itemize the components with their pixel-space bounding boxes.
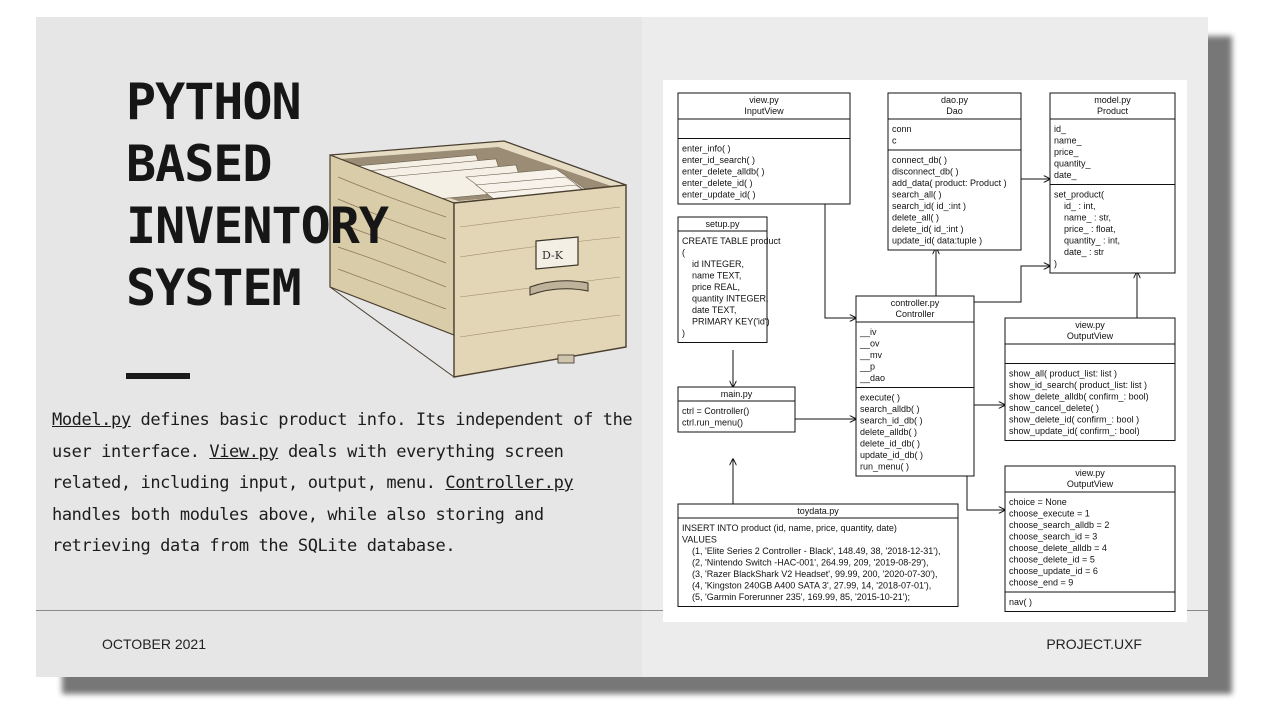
title-line: BASED — [126, 135, 272, 193]
uml-box-line: name_ : str, — [1054, 212, 1112, 223]
uml-box-line: enter_info( ) — [682, 143, 731, 154]
uml-box-line: enter_delete_id( ) — [682, 178, 753, 188]
description-paragraph — [52, 405, 642, 563]
uml-box-line: name_ — [1054, 135, 1082, 146]
uml-box-line: PRIMARY KEY('id') — [682, 316, 770, 327]
uml-box-toydata — [678, 504, 958, 607]
uml-box-line: choose_execute = 1 — [1009, 508, 1090, 519]
uml-box-line: (1, 'Elite Series 2 Controller - Black', 148.49, 38, '2018-12-31'), — [682, 546, 941, 556]
uml-box-line: (4, 'Kingston 240GB A400 SATA 3', 27.99, 14, '2018-07-01'), — [682, 580, 932, 591]
uml-box-line: quantity_ : int, — [1054, 235, 1121, 246]
uml-box-controller — [856, 296, 974, 476]
uml-box-line: price REAL, — [682, 282, 741, 292]
view-text: deals with everything screen related, including input, output, menu. — [52, 441, 564, 493]
uml-box-file: view.py — [1075, 468, 1105, 478]
uml-box-view-output — [1005, 318, 1175, 441]
uml-box-line: c — [892, 135, 897, 146]
uml-box-line: show_cancel_delete( ) — [1009, 403, 1100, 413]
arrow-controller-menuview — [967, 473, 1005, 510]
uml-box-line: search_all( ) — [892, 189, 942, 200]
uml-box-line: choice = None — [1009, 497, 1067, 507]
title-line: PYTHON — [126, 73, 301, 131]
uml-box-line: conn — [892, 124, 912, 134]
arrow-controller-model — [974, 266, 1050, 302]
uml-box-line: add_data( product: Product ) — [892, 178, 1007, 188]
uml-box-line: show_delete_id( confirm_: bool ) — [1009, 414, 1140, 425]
uml-box-line: ) — [1054, 258, 1057, 269]
uml-box-line: run_menu( ) — [860, 461, 910, 472]
drawer-label: D-K — [542, 249, 563, 262]
uml-box-line: delete_alldb( ) — [860, 427, 918, 437]
view-keyword: View.py — [209, 441, 279, 462]
uml-box-name: Product — [1096, 106, 1129, 116]
uml-box-main — [678, 387, 795, 432]
uml-box-line: name TEXT, — [682, 270, 742, 281]
uml-box-file: view.py — [1075, 320, 1105, 330]
uml-class-diagram — [663, 80, 1187, 622]
uml-box-line: enter_update_id( ) — [682, 189, 756, 200]
uml-box-line: price_ — [1054, 147, 1079, 157]
model-text: defines basic product info. Its independent of the user interface. — [52, 410, 633, 462]
uml-box-name: OutputView — [1066, 331, 1114, 341]
uml-box-line: date_ : str — [1054, 247, 1105, 257]
uml-box-line: (2, 'Nintendo Switch -HAC-001', 264.99, 209, '2019-08-29'), — [682, 557, 929, 568]
uml-box-line: update_id_db( ) — [860, 450, 924, 460]
uml-box-line: __ov — [860, 338, 880, 349]
slide — [36, 17, 1208, 677]
uml-box-line: ) — [682, 328, 685, 338]
uml-box-line: (5, 'Garmin Forerunner 235', 169.99, 85, '2015-10-21'); — [682, 592, 910, 602]
uml-box-line: __iv — [860, 327, 877, 337]
uml-box-file: model.py — [1094, 95, 1131, 105]
uml-box-line: disconnect_db( ) — [892, 166, 959, 177]
footer-date: OCTOBER 2021 — [102, 636, 207, 652]
uml-box-line: quantity_ — [1054, 158, 1091, 169]
uml-box-view-menu — [1005, 466, 1175, 612]
uml-box-line: CREATE TABLE product — [682, 236, 781, 246]
uml-box-line: ctrl = Controller() — [682, 406, 750, 416]
title-line: INVENTORY — [126, 197, 388, 255]
uml-box-line: enter_delete_alldb( ) — [682, 166, 765, 177]
uml-box-name: InputView — [744, 106, 784, 116]
uml-box-line: choose_search_alldb = 2 — [1009, 520, 1110, 530]
uml-box-line: ctrl.run_menu() — [682, 417, 744, 428]
uml-box-line: choose_delete_alldb = 4 — [1009, 543, 1107, 553]
uml-box-model — [1050, 93, 1175, 273]
uml-box-line: execute( ) — [860, 392, 901, 403]
uml-box-file: setup.py — [705, 219, 740, 229]
uml-box-setup — [678, 217, 781, 343]
controller-text: handles both modules above, while also storing and retrieving data from the SQLite database. — [52, 504, 544, 556]
uml-box-line: search_alldb( ) — [860, 404, 920, 414]
uml-box-name: OutputView — [1066, 479, 1114, 489]
arrow-inputview-controller — [825, 203, 856, 318]
uml-box-line: quantity INTEGER, — [682, 293, 769, 304]
uml-box-line: choose_update_id = 6 — [1009, 566, 1098, 576]
uml-box-line: INSERT INTO product (id, name, price, quantity, date) — [682, 523, 897, 533]
uml-box-line: __mv — [860, 350, 883, 360]
uml-box-line: delete_id_db( ) — [860, 438, 921, 449]
uml-box-line: __dao — [860, 373, 886, 383]
uml-box-line: date TEXT, — [682, 305, 737, 315]
uml-box-line: enter_id_search( ) — [682, 155, 756, 165]
uml-box-name: Controller — [895, 309, 935, 319]
uml-box-file: main.py — [720, 389, 753, 399]
uml-box-name: Dao — [946, 106, 963, 116]
uml-box-line: VALUES — [682, 534, 717, 545]
uml-box-line: id INTEGER, — [682, 259, 745, 269]
uml-box-line: show_id_search( product_list: list ) — [1009, 380, 1148, 390]
uml-box-line: ( — [682, 247, 685, 258]
uml-box-view-input — [678, 93, 850, 204]
uml-box-line: (3, 'Razer BlackShark V2 Headset', 99.99, 200, '2020-07-30'), — [682, 569, 938, 579]
uml-box-line: delete_all( ) — [892, 212, 940, 223]
uml-diagram-card — [663, 80, 1187, 622]
uml-box-line: delete_id( id_:int ) — [892, 224, 964, 234]
uml-box-line: id_ — [1054, 124, 1067, 134]
footer-project: PROJECT.UXF — [1046, 636, 1142, 652]
title-underline-bar — [126, 373, 190, 379]
uml-box-line: connect_db( ) — [892, 155, 948, 165]
uml-box-line: set_product( — [1054, 189, 1105, 200]
uml-box-line: date_ — [1054, 170, 1077, 180]
uml-box-file: toydata.py — [797, 506, 839, 516]
uml-box-dao — [888, 93, 1021, 250]
uml-box-line: __p — [860, 361, 876, 372]
uml-box-line: search_id_db( ) — [860, 415, 923, 426]
uml-box-line: search_id( id_:int ) — [892, 201, 967, 211]
uml-box-line: price_ : float, — [1054, 224, 1116, 234]
uml-box-file: dao.py — [940, 95, 969, 105]
uml-box-line: choose_end = 9 — [1009, 577, 1074, 588]
uml-box-line: update_id( data:tuple ) — [892, 235, 983, 246]
model-keyword: Model.py — [52, 410, 131, 430]
controller-keyword: Controller.py — [445, 473, 574, 493]
uml-box-line: nav( ) — [1009, 597, 1033, 607]
uml-box-file: view.py — [749, 95, 779, 105]
uml-box-line: choose_search_id = 3 — [1009, 531, 1098, 542]
title-line: SYSTEM — [126, 259, 301, 317]
uml-box-file: controller.py — [890, 298, 940, 308]
slide-title — [126, 71, 388, 319]
uml-box-line: choose_delete_id = 5 — [1009, 554, 1095, 565]
uml-box-line: show_update_id( confirm_: bool) — [1009, 426, 1140, 436]
uml-box-line: show_delete_alldb( confirm_: bool) — [1009, 391, 1149, 402]
uml-box-line: id_ : int, — [1054, 201, 1096, 211]
uml-box-line: show_all( product_list: list ) — [1009, 368, 1118, 379]
